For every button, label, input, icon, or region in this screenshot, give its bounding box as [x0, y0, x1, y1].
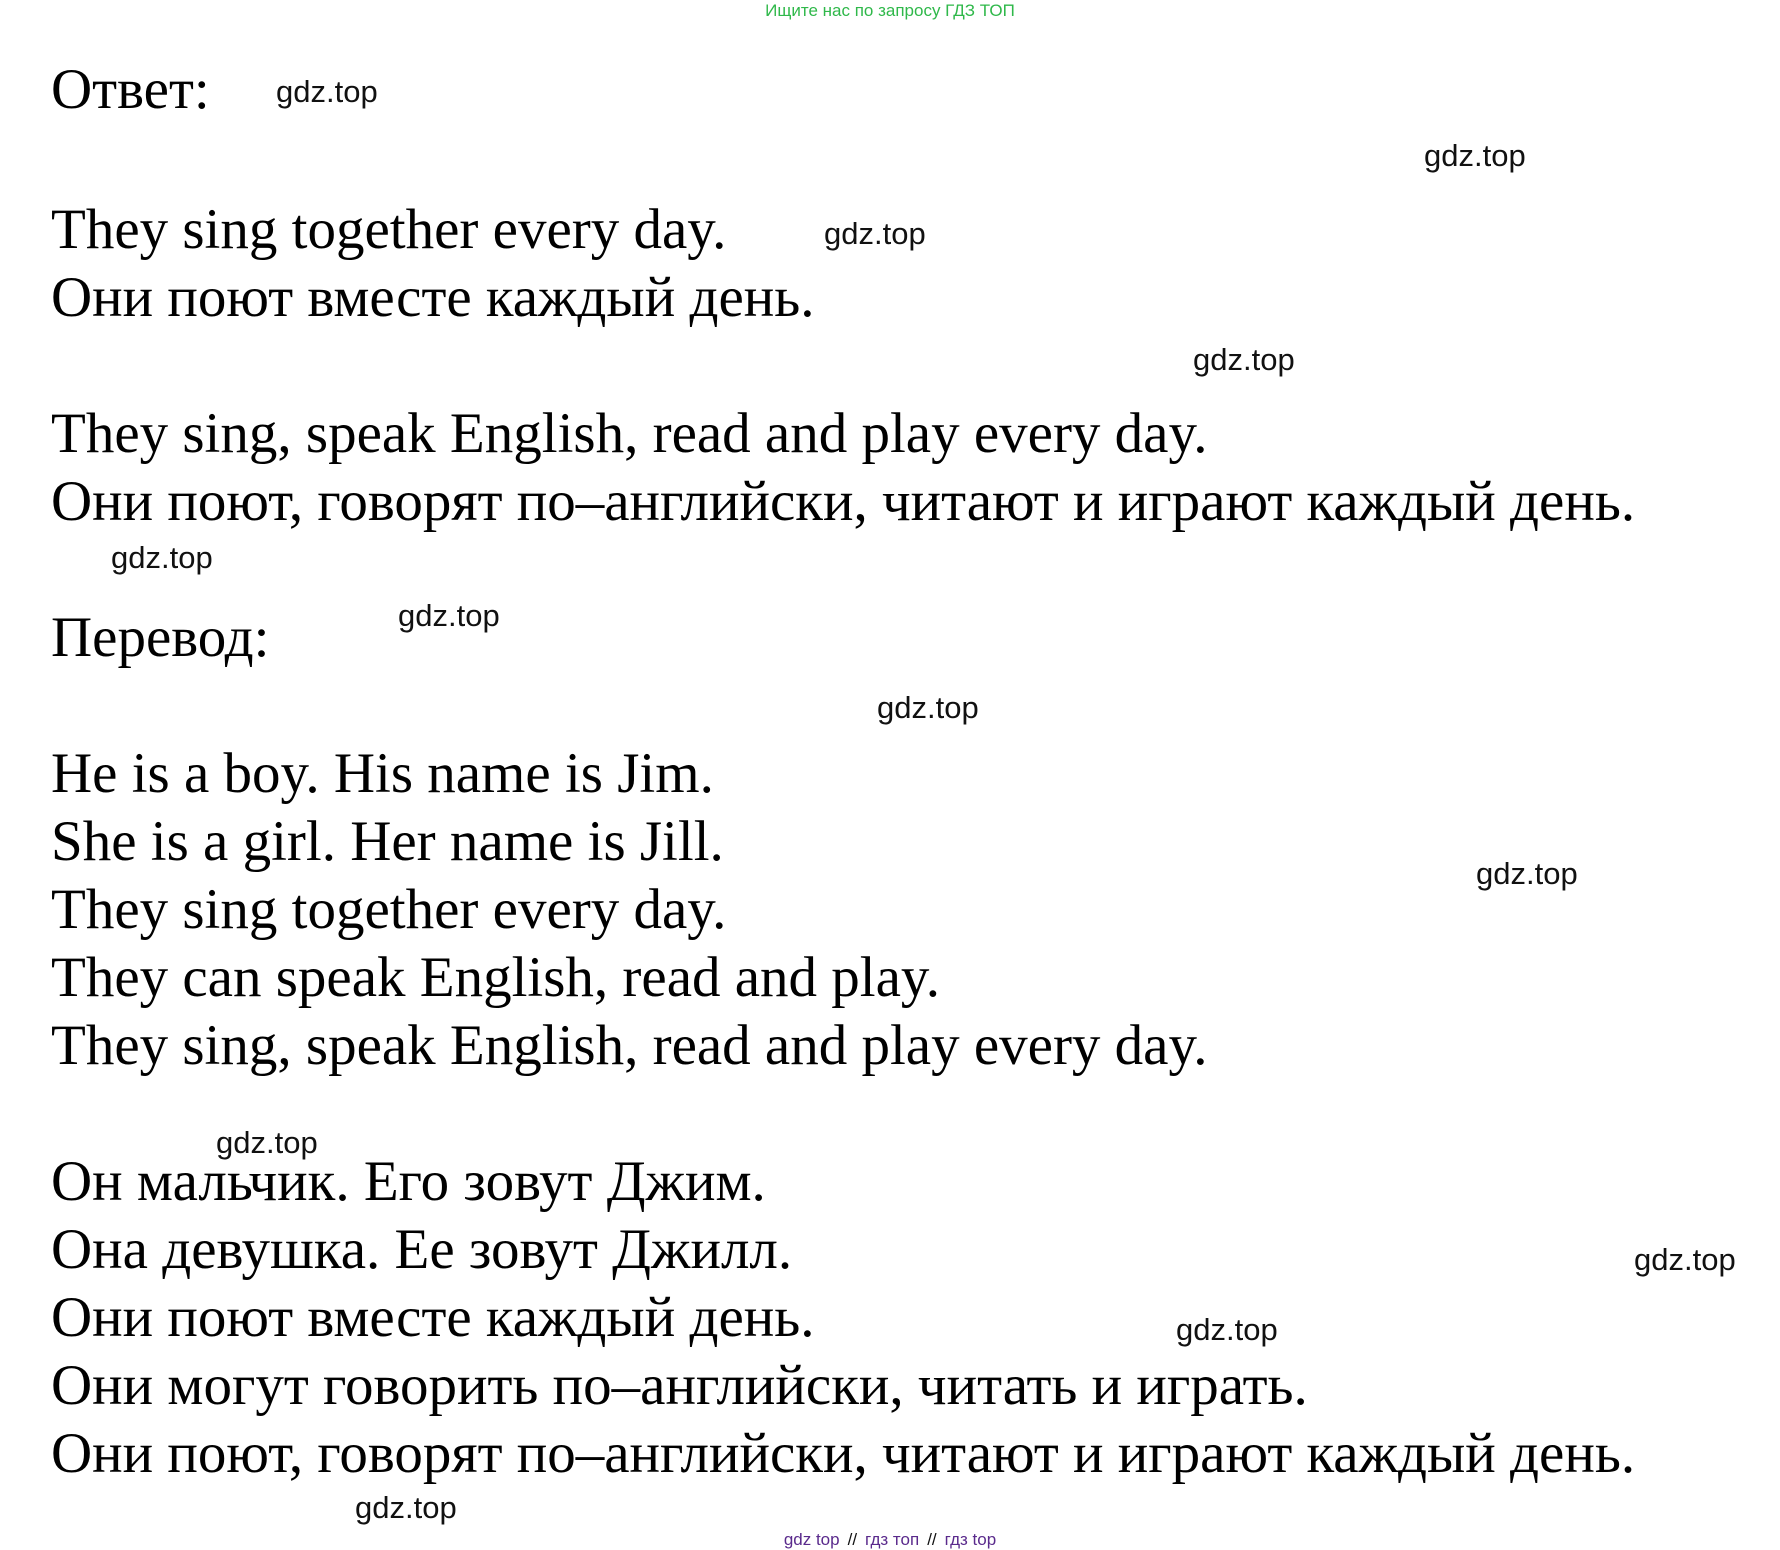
translation-en-line-3: They sing together every day. — [51, 878, 727, 941]
watermark: gdz.top — [398, 598, 500, 633]
answer-line-4: Они поют, говорят по–английски, читают и играют каждый день. — [51, 470, 1636, 533]
translation-heading: Перевод: — [51, 606, 270, 669]
answer-heading: Ответ: — [51, 58, 210, 121]
watermark: gdz.top — [1634, 1242, 1736, 1277]
watermark: gdz.top — [216, 1125, 318, 1160]
footer — [0, 1530, 1780, 1550]
answer-line-2: Они поют вместе каждый день. — [51, 266, 815, 329]
footer-link-1[interactable]: gdz top — [783, 1530, 840, 1549]
translation-en-line-5: They sing, speak English, read and play every day. — [51, 1014, 1208, 1077]
translation-ru-line-3: Они поют вместе каждый день. — [51, 1286, 815, 1349]
watermark: gdz.top — [1193, 342, 1295, 377]
translation-ru-line-5: Они поют, говорят по–английски, читают и играют каждый день. — [51, 1422, 1636, 1485]
footer-link-2[interactable]: гдз топ — [865, 1530, 920, 1549]
watermark: gdz.top — [1176, 1312, 1278, 1347]
translation-ru-line-2: Она девушка. Ее зовут Джилл. — [51, 1218, 793, 1281]
translation-en-line-4: They can speak English, read and play. — [51, 946, 940, 1009]
translation-en-line-1: He is a boy. His name is Jim. — [51, 742, 714, 805]
answer-line-3: They sing, speak English, read and play every day. — [51, 402, 1208, 465]
watermark: gdz.top — [276, 74, 378, 109]
footer-separator: // — [847, 1530, 858, 1549]
watermark: gdz.top — [877, 690, 979, 725]
answer-line-1: They sing together every day. — [51, 198, 727, 261]
watermark: gdz.top — [111, 540, 213, 575]
watermark: gdz.top — [824, 216, 926, 251]
watermark: gdz.top — [355, 1490, 457, 1525]
top-banner: Ищите нас по запросу ГДЗ ТОП — [765, 1, 1015, 20]
translation-ru-line-4: Они могут говорить по–английски, читать и играть. — [51, 1354, 1308, 1417]
footer-separator: // — [927, 1530, 937, 1549]
watermark: gdz.top — [1476, 856, 1578, 891]
footer-link-3[interactable]: гдз top — [944, 1530, 997, 1549]
watermark: gdz.top — [1424, 138, 1526, 173]
translation-ru-line-1: Он мальчик. Его зовут Джим. — [51, 1150, 766, 1213]
translation-en-line-2: She is a girl. Her name is Jill. — [51, 810, 724, 873]
